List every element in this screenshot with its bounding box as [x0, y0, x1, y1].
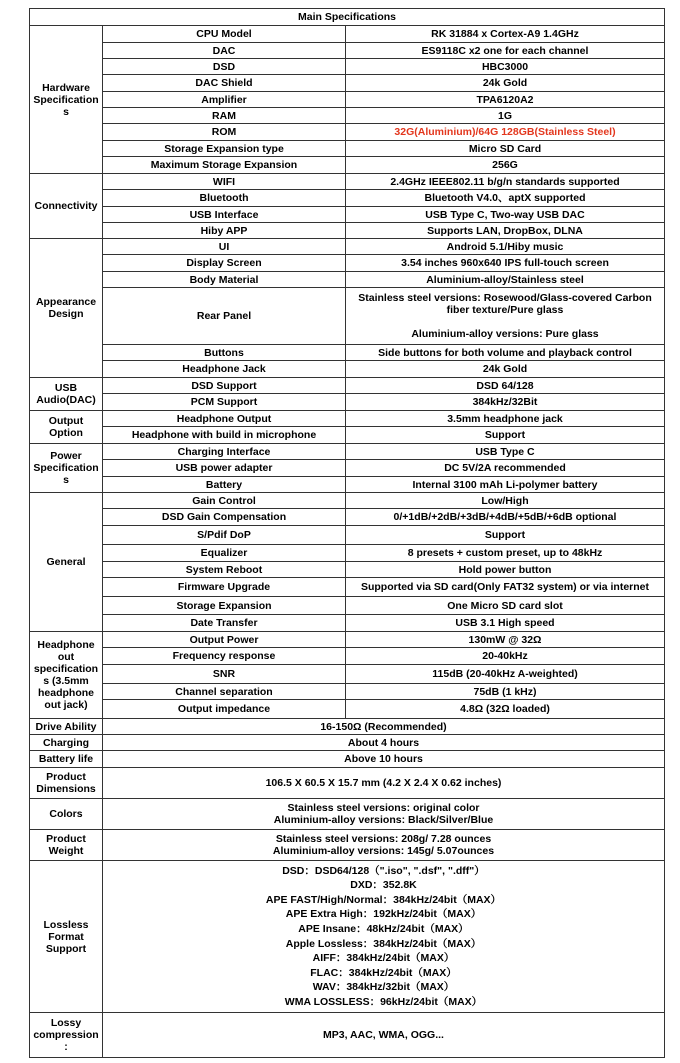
spec-value: USB Type C	[346, 444, 665, 460]
spec-value-line: Aluminium-alloy versions: 145g/ 5.07ounces	[272, 845, 495, 857]
spec-value-line: 106.5 X 60.5 X 15.7 mm (4.2 X 2.4 X 0.62 inches)	[265, 777, 502, 789]
spec-value	[103, 1013, 665, 1058]
table-row	[30, 141, 665, 157]
table-row	[30, 460, 665, 477]
spec-label: DAC Shield	[103, 75, 346, 92]
spec-value: 8 presets + custom preset, up to 48kHz	[346, 545, 665, 562]
spec-value-line: 16-150Ω (Recommended)	[320, 720, 447, 733]
spec-label: Headphone Jack	[103, 361, 346, 378]
spec-label: Storage Expansion type	[103, 141, 346, 157]
spec-value: 115dB (20-40kHz A-weighted)	[346, 665, 665, 684]
spec-value: HBC3000	[346, 59, 665, 75]
table-row	[30, 1013, 665, 1058]
table-row	[30, 719, 665, 735]
spec-label: Bluetooth	[103, 190, 346, 207]
spec-label: DSD Gain Compensation	[103, 509, 346, 526]
spec-value-line: WAV：384kHz/32bit（MAX）	[312, 981, 455, 994]
spec-value: One Micro SD card slot	[346, 597, 665, 615]
table-row	[30, 597, 665, 615]
table-row	[30, 615, 665, 632]
spec-value-line: FLAC：384kHz/24bit（MAX）	[310, 966, 457, 979]
spec-label: Display Screen	[103, 255, 346, 272]
spec-value-line: DSD：DSD64/128（".iso", ".dsf", ".dff"）	[282, 864, 485, 877]
spec-value-line: Aluminium-alloy versions: Pure glass	[411, 328, 599, 340]
spec-value-line: APE FAST/High/Normal：384kHz/24bit（MAX）	[265, 893, 502, 906]
spec-value-line: DXD：352.8K	[350, 879, 417, 892]
spec-value: Internal 3100 mAh Li-polymer battery	[346, 477, 665, 493]
table-row	[30, 444, 665, 460]
spec-value: Supports LAN, DropBox, DLNA	[346, 223, 665, 239]
spec-value: Aluminium-alloy/Stainless steel	[346, 272, 665, 288]
spec-value-line: Apple Lossless：384kHz/24bit（MAX）	[285, 937, 482, 950]
table-row	[30, 92, 665, 108]
spec-label: Firmware Upgrade	[103, 578, 346, 597]
category-cell: Output Option	[30, 411, 103, 444]
spec-value-line: Stainless steel versions: 208g/ 7.28 ounces	[275, 833, 492, 845]
table-row	[30, 345, 665, 361]
spec-value-line: About 4 hours	[347, 736, 420, 749]
spec-value: 3.5mm headphone jack	[346, 411, 665, 427]
table-row	[30, 394, 665, 411]
spec-label: Maximum Storage Expansion	[103, 157, 346, 174]
spec-value: 3.54 inches 960x640 IPS full-touch screen	[346, 255, 665, 272]
table-row	[30, 700, 665, 719]
spec-value: 256G	[346, 157, 665, 174]
spec-value-line	[348, 316, 662, 328]
spec-label: Channel separation	[103, 684, 346, 700]
spec-label: UI	[103, 239, 346, 255]
table-row	[30, 665, 665, 684]
category-cell: Drive Ability	[30, 719, 103, 735]
spec-value: ES9118C x2 one for each channel	[346, 43, 665, 59]
table-row	[30, 288, 665, 345]
spec-label: Headphone Output	[103, 411, 346, 427]
category-cell: USB Audio(DAC)	[30, 378, 103, 411]
spec-value: Low/High	[346, 493, 665, 509]
spec-value-line: MP3, AAC, WMA, OGG...	[323, 1029, 444, 1041]
spec-value	[103, 735, 665, 751]
spec-label: Date Transfer	[103, 615, 346, 632]
category-cell: Lossy compression :	[30, 1013, 103, 1058]
spec-label: Hiby APP	[103, 223, 346, 239]
spec-label: Equalizer	[103, 545, 346, 562]
spec-label: Battery	[103, 477, 346, 493]
spec-value: USB Type C, Two-way USB DAC	[346, 207, 665, 223]
spec-label: RAM	[103, 108, 346, 124]
spec-label: Body Material	[103, 272, 346, 288]
spec-value-line: AIFF：384kHz/24bit（MAX）	[312, 952, 455, 965]
table-title: Main Specifications	[30, 9, 665, 26]
spec-value	[103, 751, 665, 768]
spec-value-line: WMA LOSSLESS：96kHz/24bit（MAX）	[284, 995, 483, 1008]
category-cell: Product Dimensions	[30, 768, 103, 799]
table-row	[30, 190, 665, 207]
category-cell: Lossless Format Support	[30, 861, 103, 1013]
table-row	[30, 174, 665, 190]
spec-value	[103, 719, 665, 735]
spec-label: DSD Support	[103, 378, 346, 394]
specifications-table	[29, 8, 665, 1058]
spec-label: USB power adapter	[103, 460, 346, 477]
table-row	[30, 768, 665, 799]
table-row	[30, 648, 665, 665]
table-row	[30, 26, 665, 43]
table-row	[30, 207, 665, 223]
spec-value-line: Aluminium-alloy versions: Black/Silver/Blue	[273, 814, 494, 826]
spec-value: 384kHz/32Bit	[346, 394, 665, 411]
spec-label: USB Interface	[103, 207, 346, 223]
spec-value: Supported via SD card(Only FAT32 system) or via internet	[346, 578, 665, 597]
category-cell: Colors	[30, 799, 103, 830]
table-row	[30, 43, 665, 59]
spec-value	[346, 288, 665, 345]
spec-value: 32G(Aluminium)/64G 128GB(Stainless Steel)	[346, 124, 665, 141]
category-cell: Battery life	[30, 751, 103, 768]
spec-value: USB 3.1 High speed	[346, 615, 665, 632]
table-row	[30, 477, 665, 493]
spec-value: DC 5V/2A recommended	[346, 460, 665, 477]
spec-label: Rear Panel	[103, 288, 346, 345]
table-row	[30, 799, 665, 830]
spec-value: 24k Gold	[346, 361, 665, 378]
table-row	[30, 272, 665, 288]
category-cell: Hardware Specification s	[30, 26, 103, 174]
spec-label: Charging Interface	[103, 444, 346, 460]
spec-value-line: Stainless steel versions: original color	[287, 802, 480, 814]
category-cell: Charging	[30, 735, 103, 751]
table-row	[30, 427, 665, 444]
spec-value: 130mW @ 32Ω	[346, 632, 665, 648]
category-cell: Product Weight	[30, 830, 103, 861]
category-cell: Appearance Design	[30, 239, 103, 378]
spec-label: Storage Expansion	[103, 597, 346, 615]
table-row	[30, 239, 665, 255]
spec-label: Buttons	[103, 345, 346, 361]
spec-value: 20-40kHz	[346, 648, 665, 665]
spec-label: Gain Control	[103, 493, 346, 509]
spec-label: System Reboot	[103, 562, 346, 578]
spec-value: Android 5.1/Hiby music	[346, 239, 665, 255]
spec-value: 2.4GHz IEEE802.11 b/g/n standards supported	[346, 174, 665, 190]
spec-value: 0/+1dB/+2dB/+3dB/+4dB/+5dB/+6dB optional	[346, 509, 665, 526]
table-row	[30, 562, 665, 578]
table-row	[30, 861, 665, 1013]
table-row	[30, 493, 665, 509]
spec-value: 4.8Ω (32Ω loaded)	[346, 700, 665, 719]
spec-label: DAC	[103, 43, 346, 59]
table-row	[30, 411, 665, 427]
spec-value: Bluetooth V4.0、aptX supported	[346, 190, 665, 207]
specifications-table-body	[30, 9, 665, 1058]
spec-value: 75dB (1 kHz)	[346, 684, 665, 700]
table-row	[30, 684, 665, 700]
spec-value-line: Stainless steel versions: Rosewood/Glass-covered Carbon fiber texture/Pure glass	[358, 292, 652, 316]
spec-label: Output Power	[103, 632, 346, 648]
table-row	[30, 526, 665, 545]
spec-value: 1G	[346, 108, 665, 124]
category-cell: Power Specification s	[30, 444, 103, 493]
table-row	[30, 255, 665, 272]
spec-value: TPA6120A2	[346, 92, 665, 108]
spec-value-line: APE Extra High：192kHz/24bit（MAX）	[285, 908, 482, 921]
table-row	[30, 108, 665, 124]
spec-label: WIFI	[103, 174, 346, 190]
table-row	[30, 378, 665, 394]
spec-label: ROM	[103, 124, 346, 141]
spec-label: CPU Model	[103, 26, 346, 43]
spec-value: Side buttons for both volume and playback control	[346, 345, 665, 361]
table-row	[30, 157, 665, 174]
table-row	[30, 361, 665, 378]
spec-label: Headphone with build in microphone	[103, 427, 346, 444]
table-row	[30, 830, 665, 861]
table-row	[30, 735, 665, 751]
table-row	[30, 578, 665, 597]
spec-value-line: APE Insane：48kHz/24bit（MAX）	[298, 922, 469, 935]
spec-value	[103, 799, 665, 830]
spec-value: Support	[346, 526, 665, 545]
spec-label: Frequency response	[103, 648, 346, 665]
spec-value-line: Above 10 hours	[344, 753, 423, 765]
table-row	[30, 751, 665, 768]
table-row	[30, 223, 665, 239]
category-cell: Headphone out specification s (3.5mm headphone out jack)	[30, 632, 103, 719]
table-row	[30, 632, 665, 648]
spec-value: Support	[346, 427, 665, 444]
spec-label: SNR	[103, 665, 346, 684]
spec-value	[103, 830, 665, 861]
spec-value: 24k Gold	[346, 75, 665, 92]
spec-label: Output impedance	[103, 700, 346, 719]
spec-value: Hold power button	[346, 562, 665, 578]
spec-label: S/Pdif DoP	[103, 526, 346, 545]
category-cell: Connectivity	[30, 174, 103, 239]
table-row	[30, 75, 665, 92]
table-row	[30, 59, 665, 75]
spec-value: DSD 64/128	[346, 378, 665, 394]
spec-label: Amplifier	[103, 92, 346, 108]
spec-label: DSD	[103, 59, 346, 75]
category-cell: General	[30, 493, 103, 632]
spec-value: Micro SD Card	[346, 141, 665, 157]
table-row	[30, 509, 665, 526]
spec-label: PCM Support	[103, 394, 346, 411]
table-row	[30, 124, 665, 141]
spec-value: RK 31884 x Cortex-A9 1.4GHz	[346, 26, 665, 43]
table-title-row	[30, 9, 665, 26]
spec-value	[103, 861, 665, 1013]
spec-value	[103, 768, 665, 799]
table-row	[30, 545, 665, 562]
